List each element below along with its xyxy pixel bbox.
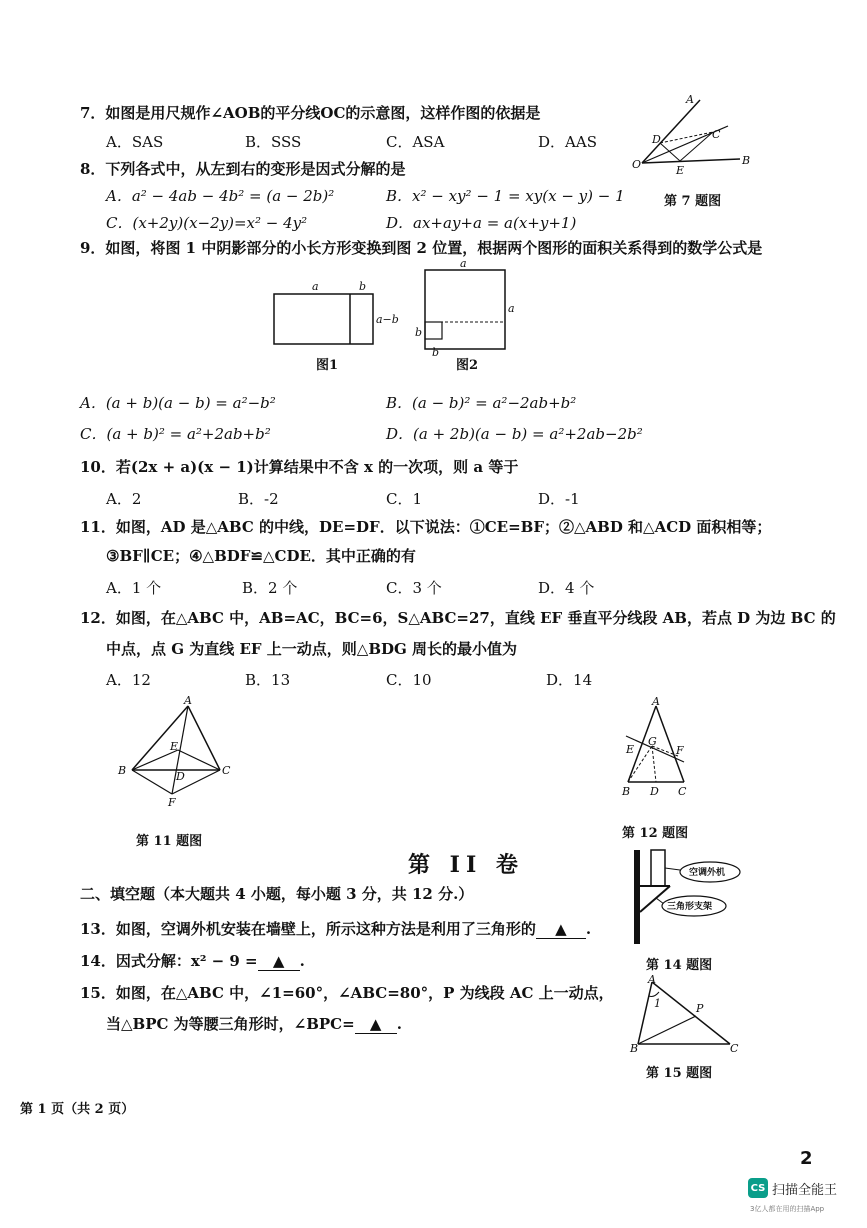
q12-stem-line1: 12．如图，在△ABC 中，AB=AC，BC=6，S△ABC=27，直线 EF 垂直平分线段 AB，若点 D 为边 BC 的: [80, 609, 836, 627]
cs-logo-icon: CS: [748, 1178, 768, 1198]
q12-option-d: D．14: [546, 671, 593, 689]
q15-label-p: P: [696, 1002, 704, 1015]
q9-stem: 9．如图，将图 1 中阴影部分的小长方形变换到图 2 位置，根据两个图形的面积关系得到的数学公式是: [80, 239, 763, 257]
q12-stem-line2: 中点，点 G 为直线 EF 上一动点，则△BDG 周长的最小值为: [106, 640, 518, 658]
part2-title: 第 II 卷: [408, 852, 524, 878]
q14-label-bracket: 三角形支架: [667, 902, 713, 912]
q11-option-c: C．3 个: [386, 579, 442, 597]
q12-dash-gd: [652, 746, 656, 782]
q7-option-b: B．SSS: [245, 133, 302, 151]
q7-option-c: C．ASA: [386, 133, 445, 151]
q8-option-d: D．ax+ay+a = a(x+y+1): [386, 214, 577, 232]
q9-fig1-caption: 图1: [316, 358, 339, 373]
q15-label-angle1: 1: [654, 997, 661, 1010]
q11-label-b: B: [118, 764, 127, 777]
q7-label-c: C: [712, 128, 721, 141]
q9-option-a: A．(a + b)(a − b) = a²−b²: [80, 394, 276, 412]
q12-caption: 第 12 题图: [622, 826, 689, 841]
q12-label-e: E: [626, 743, 635, 756]
q7-de-line: [660, 143, 680, 161]
q12-label-a: A: [652, 696, 660, 708]
q11-line-bf: [132, 770, 172, 794]
q9-fig2-rect: [425, 270, 505, 349]
q13-end: .: [585, 920, 592, 938]
q15-side-ab: [638, 982, 652, 1044]
q9-figures: [262, 256, 532, 376]
watermark-sub: 3亿人都在用的扫描App: [750, 1205, 825, 1213]
q11-figure: [112, 694, 242, 812]
q11-label-d: D: [176, 770, 185, 783]
q10-option-c: C．1: [386, 490, 423, 508]
q7-ray-ob: [642, 159, 740, 163]
q9-option-c: C．(a + b)² = a²+2ab+b²: [80, 425, 271, 443]
scanner-watermark: [748, 1178, 837, 1198]
q11-label-f: F: [168, 796, 176, 809]
q15-figure: [626, 974, 744, 1054]
q11-line-ec: [178, 750, 220, 770]
q14-blank[interactable]: ▲: [258, 952, 300, 971]
q9-fig2-label-b-bottom: b: [432, 346, 440, 359]
watermark-name: 扫描全能王: [772, 1182, 838, 1198]
q11-stem-line1: 11．如图，AD 是△ABC 的中线，DE=DF．以下说法：①CE=BF；②△ABD 和△ACD 面积相等；: [80, 518, 772, 536]
q11-option-d: D．4 个: [538, 579, 595, 597]
q14-caption: 第 14 题图: [646, 958, 713, 973]
q15-stem-line1: 15．如图，在△ABC 中，∠1=60°，∠ABC=80°，P 为线段 AC 上一动点，: [80, 984, 614, 1002]
q12-label-d: D: [650, 785, 659, 798]
q7-ec-line: [680, 132, 713, 161]
q15-line2: [106, 1013, 402, 1034]
q10-option-b: B．-2: [238, 490, 279, 508]
q15-angle-arc: [649, 992, 659, 997]
section2-title: 二、填空题（本大题共 4 小题，每小题 3 分，共 12 分.）: [80, 885, 474, 903]
q9-fig1-label-amb: a−b: [376, 313, 399, 326]
q8-option-b: B．x² − xy² − 1 = xy(x − y) − 1: [386, 187, 625, 205]
q14-line: [80, 950, 305, 971]
q9-fig2-label-a-right: a: [508, 302, 515, 315]
q12-option-b: B．13: [245, 671, 291, 689]
q12-option-a: A．12: [106, 671, 151, 689]
q7-caption: 第 7 题图: [664, 194, 722, 209]
q8-option-c: C．(x+2y)(x−2y)=x² − 4y²: [106, 214, 308, 232]
q9-fig2-small-square: [425, 322, 442, 339]
q9-option-d: D．(a + 2b)(a − b) = a²+2ab−2b²: [386, 425, 643, 443]
q15-label-a: A: [648, 974, 656, 986]
corner-number: 2: [800, 1148, 813, 1169]
q12-figure: [612, 696, 696, 798]
q13-line: [80, 918, 591, 939]
q12-option-c: C．10: [386, 671, 432, 689]
q7-option-d: D．AAS: [538, 133, 597, 151]
q11-label-a: A: [184, 694, 192, 707]
q8-option-a: A．a² − 4ab − 4b² = (a − 2b)²: [106, 187, 335, 205]
q15-stem-line2: 当△BPC 为等腰三角形时，∠BPC=: [106, 1015, 355, 1033]
q13-text: 13．如图，空调外机安装在墙壁上，所示这种方法是利用了三角形的: [80, 920, 536, 938]
q15-caption: 第 15 题图: [646, 1066, 713, 1081]
q14-text: 14．因式分解：x² − 9 =: [80, 952, 258, 970]
q12-label-b: B: [622, 785, 631, 798]
q14-end: .: [299, 952, 305, 970]
q7-label-e: E: [676, 164, 685, 176]
q10-option-a: A．2: [106, 490, 142, 508]
q11-line-be: [132, 750, 178, 770]
q11-option-b: B．2 个: [242, 579, 298, 597]
q15-line-bp: [638, 1016, 696, 1044]
q7-label-o: O: [632, 158, 642, 171]
q12-label-f: F: [676, 744, 684, 757]
q11-label-e: E: [170, 740, 179, 753]
q15-blank[interactable]: ▲: [355, 1015, 397, 1034]
q9-option-b: B．(a − b)² = a²−2ab+b²: [386, 394, 577, 412]
q11-side-ab: [132, 706, 188, 770]
q7-option-a: A．SAS: [106, 133, 164, 151]
q14-figure: [626, 846, 746, 948]
q7-label-a: A: [686, 93, 694, 106]
q12-label-c: C: [678, 785, 687, 798]
q11-stem-line2: ③BF∥CE；④△BDF≌△CDE．其中正确的有: [106, 547, 416, 565]
q7-label-b: B: [742, 154, 751, 167]
q11-label-c: C: [222, 764, 231, 777]
q7-label-d: D: [652, 133, 661, 146]
q9-fig1-label-a: a: [312, 280, 319, 293]
q12-label-g: G: [648, 735, 657, 748]
q14-label-ac: 空调外机: [689, 868, 726, 878]
q9-fig1-label-b: b: [359, 280, 367, 293]
q7-stem: 7．如图是用尺规作∠AOB的平分线OC的示意图，这样作图的依据是: [80, 104, 541, 122]
q11-caption: 第 11 题图: [136, 834, 203, 849]
q14-wall: [634, 850, 640, 944]
q9-fig2-caption: 图2: [456, 358, 479, 373]
q7-figure: [628, 88, 768, 176]
q15-label-b: B: [630, 1042, 639, 1054]
q7-arc-line: [660, 132, 713, 143]
q15-end: .: [396, 1015, 402, 1033]
q10-stem: 10．若(2x + a)(x − 1)计算结果中不含 x 的一次项，则 a 等于: [80, 458, 519, 476]
q14-ac-unit: [651, 850, 665, 886]
q9-fig2-label-b-left: b: [415, 326, 423, 339]
q14-pointer-1: [665, 868, 680, 870]
q9-fig1-rect: [274, 294, 373, 344]
q11-option-a: A．1 个: [106, 579, 162, 597]
q11-side-ac: [188, 706, 220, 770]
q13-blank[interactable]: ▲: [536, 920, 586, 939]
q8-stem: 8．下列各式中，从左到右的变形是因式分解的是: [80, 160, 406, 178]
q10-option-d: D．-1: [538, 490, 580, 508]
q9-fig2-label-a-top: a: [460, 257, 467, 270]
q15-side-ac: [652, 982, 730, 1044]
page-footer: 第 1 页（共 2 页）: [20, 1102, 135, 1117]
q15-label-c: C: [730, 1042, 739, 1054]
